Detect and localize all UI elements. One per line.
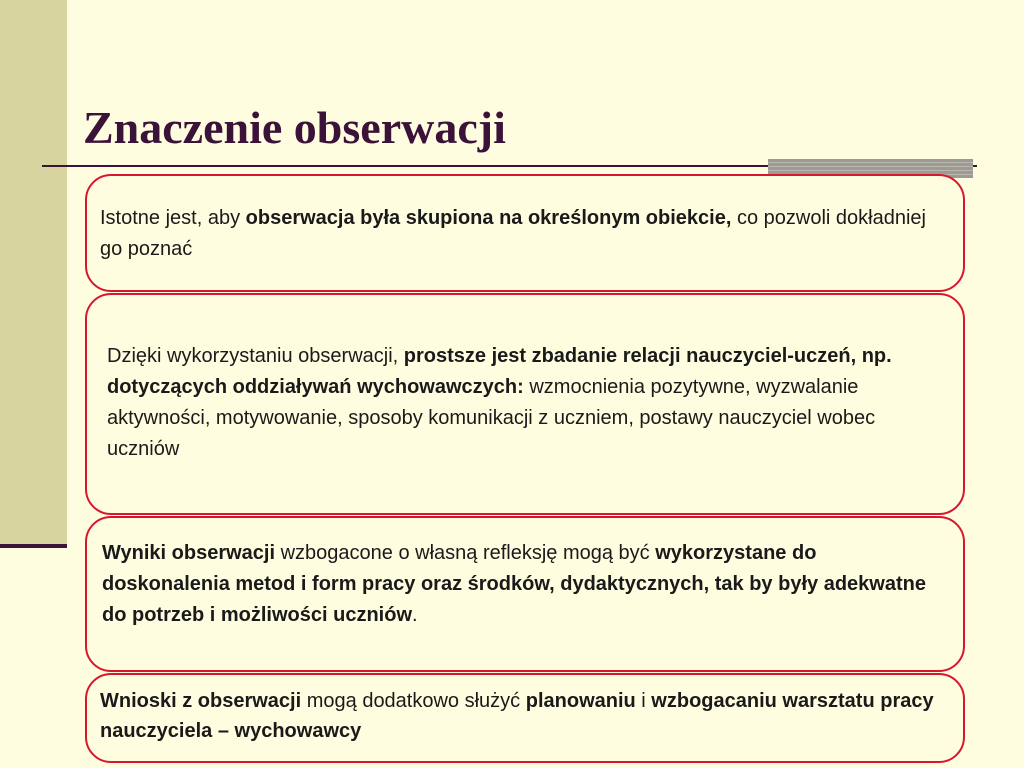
box-4-text-b: i bbox=[635, 690, 652, 712]
box-3-bold-a: Wyniki obserwacji bbox=[102, 542, 276, 564]
box-1-text-b: co pozwoli dokładniej go poznać bbox=[100, 207, 926, 260]
box-4-text-a: mogą dodatkowo służyć bbox=[301, 690, 526, 712]
box-1-text-a: Istotne jest, aby bbox=[100, 207, 246, 229]
box-1-text bbox=[100, 203, 947, 265]
box-4-bold-b: planowaniu bbox=[525, 690, 636, 712]
box-3-text-a: wzbogacone o własną refleksję mogą być bbox=[275, 542, 656, 564]
content-box-relations bbox=[85, 293, 965, 515]
box-3-text-b: . bbox=[412, 604, 418, 626]
content-box-focus bbox=[85, 174, 965, 292]
box-2-text bbox=[107, 341, 923, 465]
slide-title: Znaczenie obserwacji bbox=[83, 102, 506, 153]
box-4-bold-c: wzbogacaniu warsztatu pracy nauczyciela – wychowawcy bbox=[100, 690, 934, 742]
content-box-results bbox=[85, 516, 965, 672]
box-4-bold-a: Wnioski z obserwacji bbox=[100, 690, 302, 712]
content-box-conclusions bbox=[85, 673, 965, 763]
box-2-text-a: Dzięki wykorzystaniu obserwacji, bbox=[107, 345, 404, 367]
box-1-bold-a: obserwacja była skupiona na określonym obiekcie, bbox=[245, 207, 732, 229]
box-3-bold-b: wykorzystane do doskonalenia metod i form pracy oraz środków, dydaktycznych, tak by były adekwatne do potrzeb i możliwości uczniów bbox=[102, 542, 926, 626]
box-2-text-b: wzmocnienia pozytywne, wyzwalanie aktywności, motywowanie, sposoby komunikacji z uczniem, postawy nauczyciel wobec uczniów bbox=[107, 376, 876, 460]
box-4-text bbox=[100, 686, 945, 746]
left-decor-band bbox=[0, 0, 67, 545]
left-decor-line bbox=[0, 544, 67, 548]
box-3-text bbox=[102, 538, 933, 631]
box-2-bold-a: prostsze jest zbadanie relacji nauczyciel-uczeń, np. dotyczących oddziaływań wychowawczych: bbox=[107, 345, 892, 398]
